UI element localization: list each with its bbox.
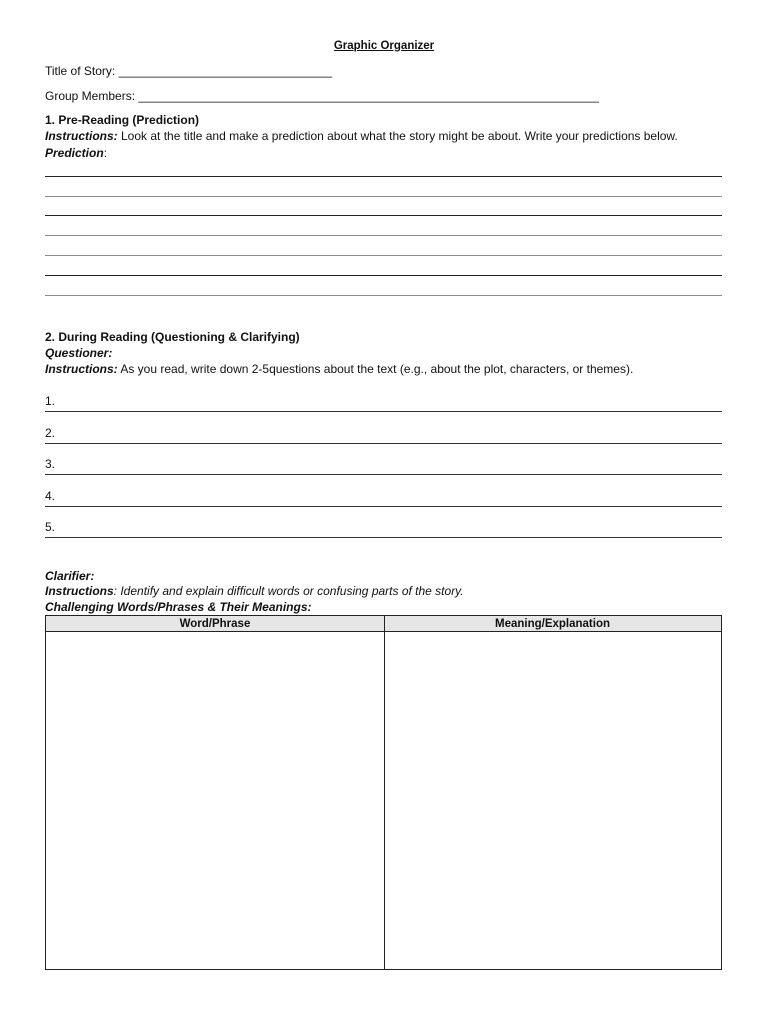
section1-instructions-text: Look at the title and make a prediction about what the story might be about. Write your predictions below. xyxy=(117,129,678,143)
prediction-label-colon: : xyxy=(103,146,108,160)
question-answer-line[interactable] xyxy=(45,506,722,507)
section1-instructions xyxy=(45,128,678,144)
question-number: 1. xyxy=(45,394,56,408)
prediction-line[interactable] xyxy=(45,176,722,177)
story-title-field[interactable] xyxy=(45,63,332,79)
story-title-blank[interactable]: ________________________________ xyxy=(118,64,333,78)
section2-instructions-label: Instructions: xyxy=(45,362,118,376)
prediction-label-text: Prediction xyxy=(45,146,104,160)
section2-instructions-text: As you read, write down 2-5questions about the text (e.g., about the plot, characters, or themes). xyxy=(117,362,634,376)
clarifier-label: Clarifier: xyxy=(45,569,95,583)
prediction-line[interactable] xyxy=(45,255,722,256)
column-header-word: Word/Phrase xyxy=(46,616,384,632)
clarifier-instructions xyxy=(45,583,464,599)
group-members-blank[interactable]: _____________________________________________________________________ xyxy=(138,89,599,103)
prediction-line[interactable] xyxy=(45,215,722,216)
group-members-label: Group Members: xyxy=(45,89,139,103)
questioner-label: Questioner: xyxy=(45,346,113,360)
prediction-line[interactable] xyxy=(45,235,722,236)
question-answer-line[interactable] xyxy=(45,411,722,412)
table-caption: Challenging Words/Phrases & Their Meanings: xyxy=(45,600,312,614)
section2-instructions xyxy=(45,361,633,377)
vocabulary-table xyxy=(45,615,722,970)
clarifier-instructions-text: : Identify and explain difficult words or confusing parts of the story. xyxy=(113,584,464,598)
prediction-label xyxy=(45,145,107,161)
question-answer-line[interactable] xyxy=(45,443,722,444)
column-header-meaning: Meaning/Explanation xyxy=(384,616,721,632)
section1-heading: 1. Pre-Reading (Prediction) xyxy=(45,113,200,127)
section1-instructions-label: Instructions: xyxy=(45,129,118,143)
group-members-field[interactable] xyxy=(45,88,599,104)
page-title: Graphic Organizer xyxy=(333,40,435,52)
question-number: 3. xyxy=(45,457,56,471)
word-cell[interactable] xyxy=(46,633,384,969)
clarifier-instructions-label: Instructions xyxy=(45,584,114,598)
meaning-cell[interactable] xyxy=(385,633,721,969)
prediction-line[interactable] xyxy=(45,275,722,276)
question-number: 2. xyxy=(45,426,56,440)
prediction-line[interactable] xyxy=(45,295,722,296)
prediction-line[interactable] xyxy=(45,196,722,197)
story-title-label: Title of Story: xyxy=(45,64,119,78)
question-number: 4. xyxy=(45,489,56,503)
section2-heading: 2. During Reading (Questioning & Clarifying) xyxy=(45,330,300,344)
question-answer-line[interactable] xyxy=(45,474,722,475)
question-answer-line[interactable] xyxy=(45,537,722,538)
question-number: 5. xyxy=(45,520,56,534)
